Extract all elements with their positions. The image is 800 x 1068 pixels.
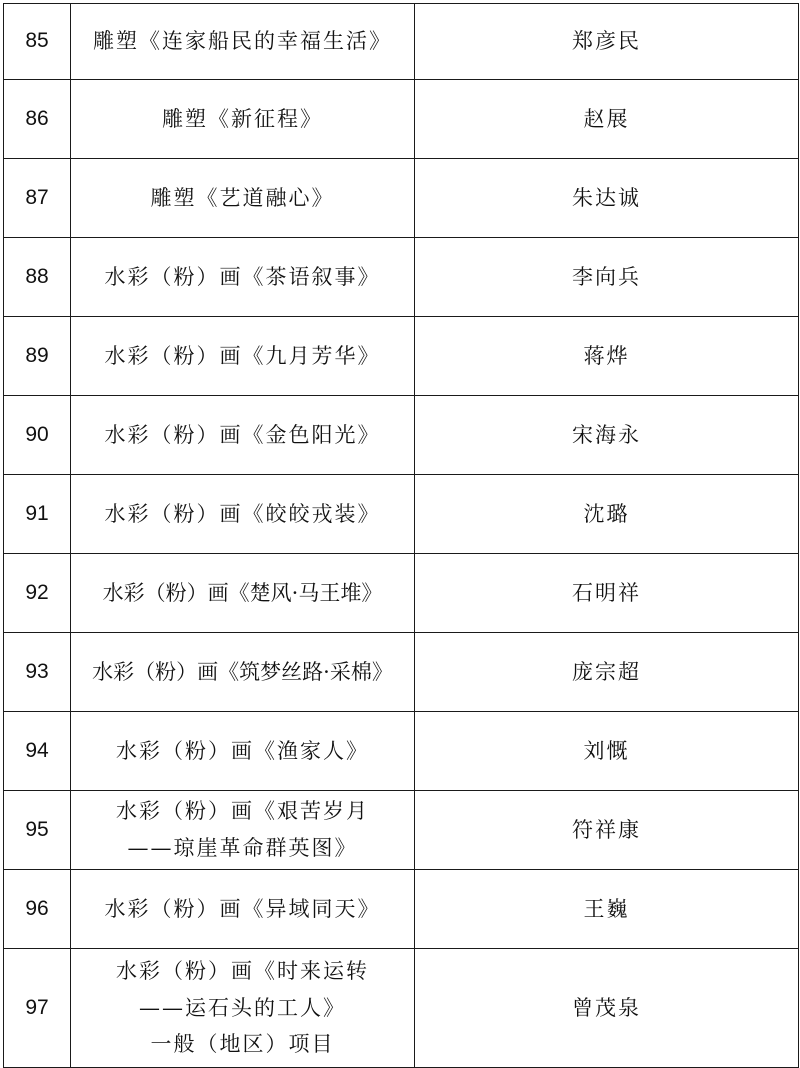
table-row (4, 870, 799, 949)
artist-name: 朱达诚 (415, 159, 799, 238)
artwork-title (71, 949, 415, 1068)
artwork-title-line: 水彩（粉）画《金色阳光》 (104, 422, 381, 447)
artist-name: 赵展 (415, 80, 799, 159)
artwork-title-line: ——运石头的工人》 (139, 995, 346, 1020)
artwork-title-line: ——琼崖革命群英图》 (127, 836, 358, 860)
artist-name: 石明祥 (415, 554, 799, 633)
artwork-title-line: 雕塑《新征程》 (162, 106, 323, 131)
artwork-title-line: 水彩（粉）画《艰苦岁月 (116, 799, 369, 824)
artwork-title (71, 791, 415, 870)
artwork-title-line: 雕塑《连家船民的幸福生活》 (93, 29, 392, 54)
row-number: 97 (4, 949, 71, 1068)
artwork-title (71, 712, 415, 791)
artwork-title-line: 水彩（粉）画《筑梦丝路·采棉》 (92, 659, 393, 684)
row-number: 91 (4, 475, 71, 554)
artist-name: 刘慨 (415, 712, 799, 791)
artwork-title (71, 554, 415, 633)
artist-name: 李向兵 (415, 238, 799, 317)
artwork-title-line: 水彩（粉）画《茶语叙事》 (104, 264, 381, 289)
row-number: 87 (4, 159, 71, 238)
table-row (4, 317, 799, 396)
row-number: 85 (4, 4, 71, 80)
section-heading: 一般（地区）项目 (150, 1032, 335, 1057)
artist-name: 符祥康 (415, 791, 799, 870)
row-number: 89 (4, 317, 71, 396)
artist-name: 王巍 (415, 870, 799, 949)
table-row (4, 4, 799, 80)
artwork-title-line: 水彩（粉）画《皎皎戎装》 (104, 501, 381, 526)
row-number: 96 (4, 870, 71, 949)
table-row (4, 475, 799, 554)
table-row (4, 791, 799, 870)
row-number: 86 (4, 80, 71, 159)
table-row (4, 159, 799, 238)
artwork-title (71, 396, 415, 475)
row-number: 92 (4, 554, 71, 633)
artwork-title (71, 475, 415, 554)
table-row (4, 949, 799, 1068)
artwork-title (71, 159, 415, 238)
artist-name: 沈璐 (415, 475, 799, 554)
artwork-title (71, 238, 415, 317)
row-number: 90 (4, 396, 71, 475)
artwork-title (71, 80, 415, 159)
artwork-title-line: 水彩（粉）画《异域同天》 (104, 896, 381, 921)
artist-name: 郑彦民 (415, 4, 799, 80)
row-number: 95 (4, 791, 71, 870)
artwork-title (71, 633, 415, 712)
award-list-table (3, 3, 799, 1068)
table-row (4, 80, 799, 159)
artwork-title-line: 水彩（粉）画《楚风·马王堆》 (102, 580, 383, 605)
artwork-title (71, 4, 415, 80)
table-row (4, 238, 799, 317)
artist-name: 曾茂泉 (415, 949, 799, 1068)
row-number: 88 (4, 238, 71, 317)
artwork-title-line: 水彩（粉）画《九月芳华》 (104, 343, 381, 368)
table-row (4, 712, 799, 791)
artist-name: 庞宗超 (415, 633, 799, 712)
row-number: 93 (4, 633, 71, 712)
table-row (4, 554, 799, 633)
artist-name: 宋海永 (415, 396, 799, 475)
artist-name: 蒋烨 (415, 317, 799, 396)
row-number: 94 (4, 712, 71, 791)
artwork-title (71, 317, 415, 396)
table-row (4, 396, 799, 475)
artwork-title-line: 水彩（粉）画《时来运转 (116, 958, 369, 983)
artwork-title-line: 水彩（粉）画《渔家人》 (116, 738, 369, 763)
artwork-title-line: 雕塑《艺道融心》 (150, 185, 335, 210)
artwork-title (71, 870, 415, 949)
table-row (4, 633, 799, 712)
